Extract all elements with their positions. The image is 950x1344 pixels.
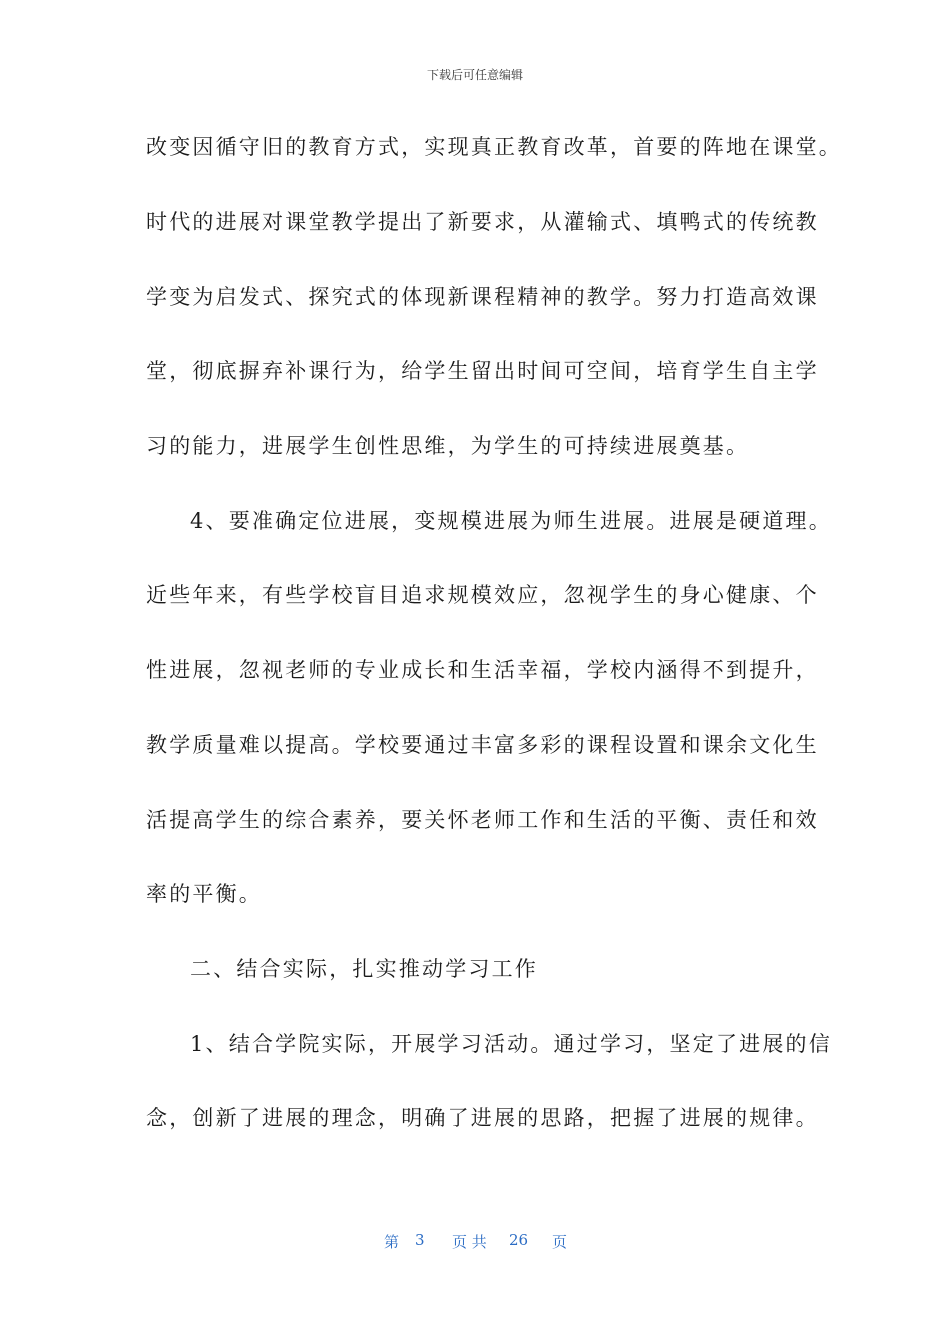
header-note: 下载后可任意编辑 (426, 68, 523, 82)
body-line: 改变因循守旧的教育方式，实现真正教育改革，首要的阵地在课堂。 (146, 135, 842, 159)
footer-prefix: 第 (384, 1233, 400, 1251)
body-line: 学变为启发式、探究式的体现新课程精神的教学。努力打造高效课 (146, 285, 819, 309)
body-line: 性进展，忽视老师的专业成长和生活幸福，学校内涵得不到提升， (146, 658, 819, 682)
footer-middle: 页 共 (452, 1233, 487, 1251)
body-line: 4、要准确定位进展，变规模进展为师生进展。进展是硬道理。 (190, 509, 832, 533)
footer-total-pages: 26 (509, 1231, 529, 1249)
section-heading: 二、结合实际，扎实推动学习工作 (190, 957, 538, 981)
footer-current-page: 3 (415, 1231, 425, 1249)
footer-suffix: 页 (552, 1233, 568, 1251)
body-line: 念，创新了进展的理念，明确了进展的思路，把握了进展的规律。 (146, 1106, 819, 1130)
body-line: 近些年来，有些学校盲目追求规模效应，忽视学生的身心健康、个 (146, 583, 819, 607)
body-line: 活提高学生的综合素养，要关怀老师工作和生活的平衡、责任和效 (146, 808, 819, 832)
body-line: 教学质量难以提高。学校要通过丰富多彩的课程设置和课余文化生 (146, 733, 819, 757)
body-line: 堂，彻底摒弃补课行为，给学生留出时间可空间，培育学生自主学 (146, 359, 819, 383)
body-line: 习的能力，进展学生创性思维，为学生的可持续进展奠基。 (146, 434, 750, 458)
body-line: 率的平衡。 (146, 882, 262, 906)
body-line: 时代的进展对课堂教学提出了新要求，从灌输式、填鸭式的传统教 (146, 210, 819, 234)
body-line: 1、结合学院实际，开展学习活动。通过学习，坚定了进展的信 (190, 1032, 832, 1056)
